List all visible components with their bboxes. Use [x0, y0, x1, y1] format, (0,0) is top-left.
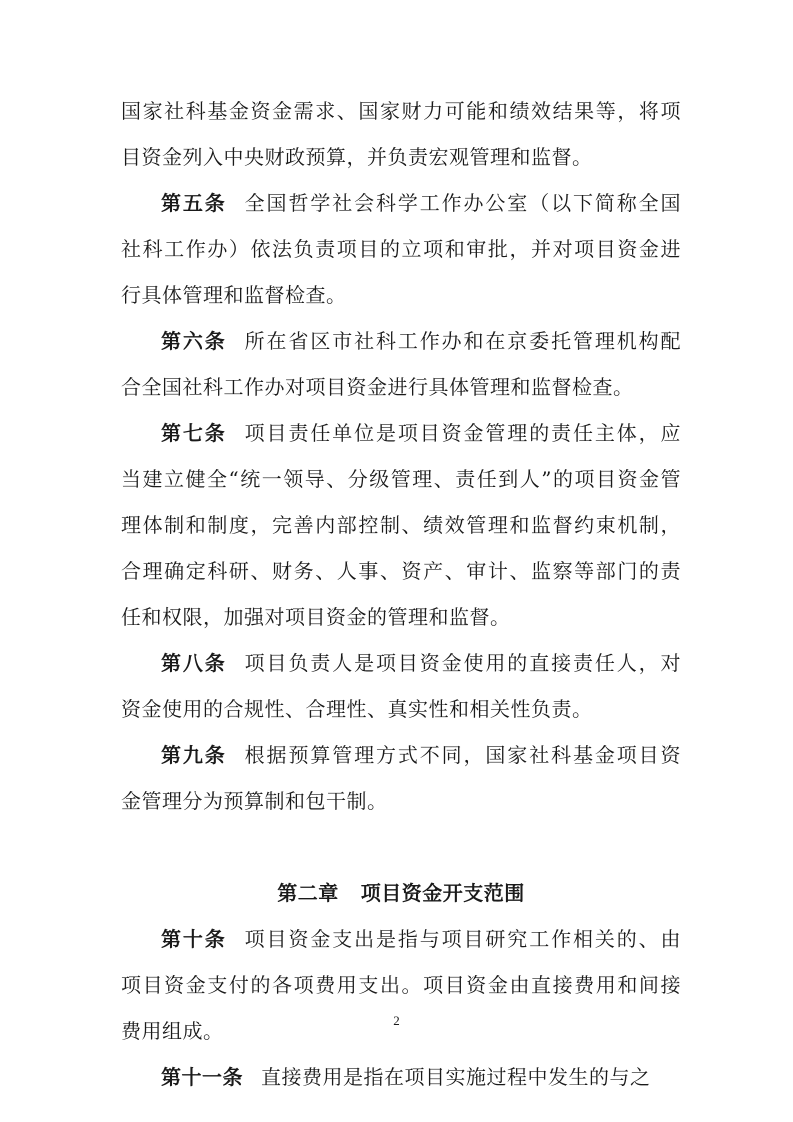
text-line [121, 180, 681, 226]
text-line [121, 778, 681, 824]
paragraph-article-4-cont [121, 88, 681, 180]
text-line [121, 272, 681, 318]
articles-after-chapter [121, 916, 681, 1100]
paragraph-article-7 [121, 410, 681, 640]
paragraph-article-8 [121, 640, 681, 732]
line-text: 费用组成。 [121, 1019, 224, 1043]
text-line [121, 1054, 681, 1100]
line-text: 金管理分为预算制和包干制。 [121, 789, 388, 813]
line-text: 所在省区市社科工作办和在京委托管理机构配 [244, 329, 682, 353]
section-spacer [121, 824, 681, 870]
text-line [121, 962, 681, 1008]
text-line [121, 318, 681, 364]
line-text: 目资金列入中央财政预算，并负责宏观管理和监督。 [121, 145, 593, 169]
line-text: 合全国社科工作办对项目资金进行具体管理和监督检查。 [121, 375, 634, 399]
line-text: 根据预算管理方式不同，国家社科基金项目资 [244, 743, 682, 767]
text-line [121, 594, 681, 640]
text-line [121, 88, 681, 134]
line-text: 国家社科基金资金需求、国家财力可能和绩效结果等，将项 [121, 99, 681, 123]
article-number: 第六条 [161, 329, 227, 353]
page-number: 2 [393, 1013, 400, 1028]
paragraph-article-9 [121, 732, 681, 824]
line-text: 任和权限，加强对项目资金的管理和监督。 [121, 605, 511, 629]
article-number: 第十条 [161, 927, 227, 951]
chapter-title: 项目资金开支范围 [360, 881, 525, 905]
articles-before-chapter [121, 88, 681, 824]
text-line [121, 410, 681, 456]
text-line [121, 640, 681, 686]
paragraph-article-5 [121, 180, 681, 318]
text-line [121, 364, 681, 410]
article-number: 第九条 [161, 743, 227, 767]
line-text: 项目资金支出是指与项目研究工作相关的、由 [244, 927, 682, 951]
line-text: 项目责任单位是项目资金管理的责任主体，应 [244, 421, 682, 445]
article-number: 第五条 [161, 191, 227, 215]
chapter-number: 第二章 [277, 881, 339, 905]
text-line [121, 916, 681, 962]
text-line [121, 456, 681, 502]
line-text: 全国哲学社会科学工作办公室（以下简称全国 [244, 191, 682, 215]
line-text: 当建立健全“统一领导、分级管理、责任到人”的项目资金管 [121, 467, 681, 491]
line-text: 社科工作办）依法负责项目的立项和审批，并对项目资金进 [121, 237, 681, 261]
text-line [121, 548, 681, 594]
line-text: 直接费用是指在项目实施过程中发生的与之 [261, 1065, 651, 1089]
article-number: 第八条 [161, 651, 227, 675]
line-text: 项目负责人是项目资金使用的直接责任人，对 [244, 651, 682, 675]
text-line [121, 686, 681, 732]
text-line [121, 732, 681, 778]
body-text [121, 88, 681, 1100]
paragraph-article-10 [121, 916, 681, 1054]
paragraph-article-6 [121, 318, 681, 410]
text-line [121, 226, 681, 272]
chapter-heading [121, 870, 681, 916]
line-text: 项目资金支付的各项费用支出。项目资金由直接费用和间接 [121, 973, 681, 997]
article-number: 第七条 [161, 421, 227, 445]
paragraph-article-11 [121, 1054, 681, 1100]
line-text: 理体制和制度，完善内部控制、绩效管理和监督约束机制， [121, 513, 681, 537]
article-number: 第十一条 [161, 1065, 243, 1089]
text-line [121, 134, 681, 180]
line-text: 行具体管理和监督检查。 [121, 283, 347, 307]
line-text: 合理确定科研、财务、人事、资产、审计、监察等部门的责 [121, 559, 681, 583]
text-line [121, 502, 681, 548]
line-text: 资金使用的合规性、合理性、真实性和相关性负责。 [121, 697, 593, 721]
